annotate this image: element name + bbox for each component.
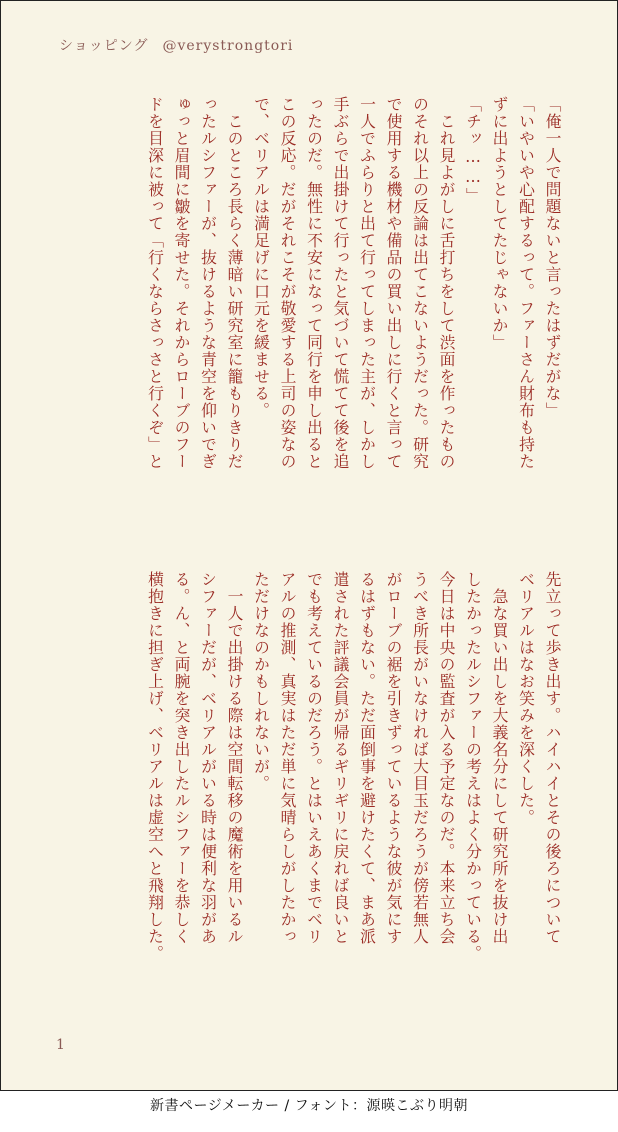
text-column-bottom xyxy=(141,571,565,1001)
text-line: ったのだ。無性に不安になって同行を申し出ると xyxy=(304,96,324,470)
text-line: ゅっと眉間に皺を寄せた。それからローブのフー xyxy=(172,96,191,470)
text-line: 一人でふらりと出て行ってしまった主が、しかし xyxy=(357,96,377,470)
text-line: で使用する機材や備品の買い出しに行くと言って xyxy=(384,96,403,470)
text-line: がローブの裾を引きずっているような彼が気にす xyxy=(384,571,403,945)
text-line: 「俺一人で問題ないと言ったはずだがな」 xyxy=(543,96,562,419)
text-line: したかったルシファーの考えはよく分かっている。 xyxy=(463,571,483,962)
text-line: 先立って歩き出す。ハイハイとその後ろについて xyxy=(543,571,562,945)
text-line: 「いやいや心配するって。ファーさん財布も持た xyxy=(516,96,536,470)
text-line: でも考えているのだろう。とはいえあくまでベリ xyxy=(304,571,324,945)
text-line: で、ベリアルは満足げに口元を緩ませる。 xyxy=(251,96,271,419)
text-line: 手ぶらで出掛けて行ったと気づいて慌てて後を追 xyxy=(331,96,350,470)
footer-credit: 新書ページメーカー / フォント：源暎こぶり明朝 xyxy=(150,1098,468,1114)
text-line: 横抱きに担ぎ上げ、ベリアルは虚空へと飛翔した。 xyxy=(145,571,165,962)
text-line: ずに出ようとしてたじゃないか」 xyxy=(490,96,509,351)
text-line: る。ん、と両腕を突き出したルシファーを恭しく xyxy=(172,571,191,945)
text-line: このところ長らく薄暗い研究室に籠もりきりだ xyxy=(225,96,244,470)
text-line: ドを目深に被って「行くならさっさと行くぞ」と xyxy=(145,96,165,470)
text-line: ったルシファーが、抜けるような青空を仰いでぎ xyxy=(198,96,218,470)
text-line: のそれ以上の反論は出てこないようだった。研究 xyxy=(410,96,430,470)
text-line: ベリアルはなお笑みを深くした。 xyxy=(516,571,536,826)
text-line: シファーだが、ベリアルがいる時は便利な羽があ xyxy=(198,571,218,945)
text-column-top xyxy=(141,96,565,526)
text-line: 一人で出掛ける際は空間転移の魔術を用いるル xyxy=(225,571,244,945)
header-category: ショッピング xyxy=(59,38,149,54)
text-line: るはずもない。ただ面倒事を避けたくて、まあ派 xyxy=(357,571,377,945)
page-number: 1 xyxy=(56,1037,65,1053)
text-line: ただけなのかもしれないが。 xyxy=(251,571,271,792)
text-line: 急な買い出しを大義名分にして研究所を抜け出 xyxy=(490,571,509,945)
page-header xyxy=(59,35,293,55)
text-line: うべき所長がいなければ大目玉だろうが傍若無人 xyxy=(410,571,430,945)
text-line: 「チッ……」 xyxy=(463,96,483,205)
text-line: 今日は中央の監査が入る予定なのだ。本来立ち会 xyxy=(437,571,456,945)
text-line: 遣された評議会員が帰るギリギリに戻れば良いと xyxy=(331,571,350,945)
header-author: @verystrongtori xyxy=(162,38,294,54)
text-line: この反応。だがそれこそが敬愛する上司の姿なの xyxy=(278,96,297,470)
text-line: これ見よがしに舌打ちをして渋面を作ったもの xyxy=(437,96,456,470)
text-line: アルの推測、真実はただ単に気晴らしがしたかっ xyxy=(278,571,297,945)
